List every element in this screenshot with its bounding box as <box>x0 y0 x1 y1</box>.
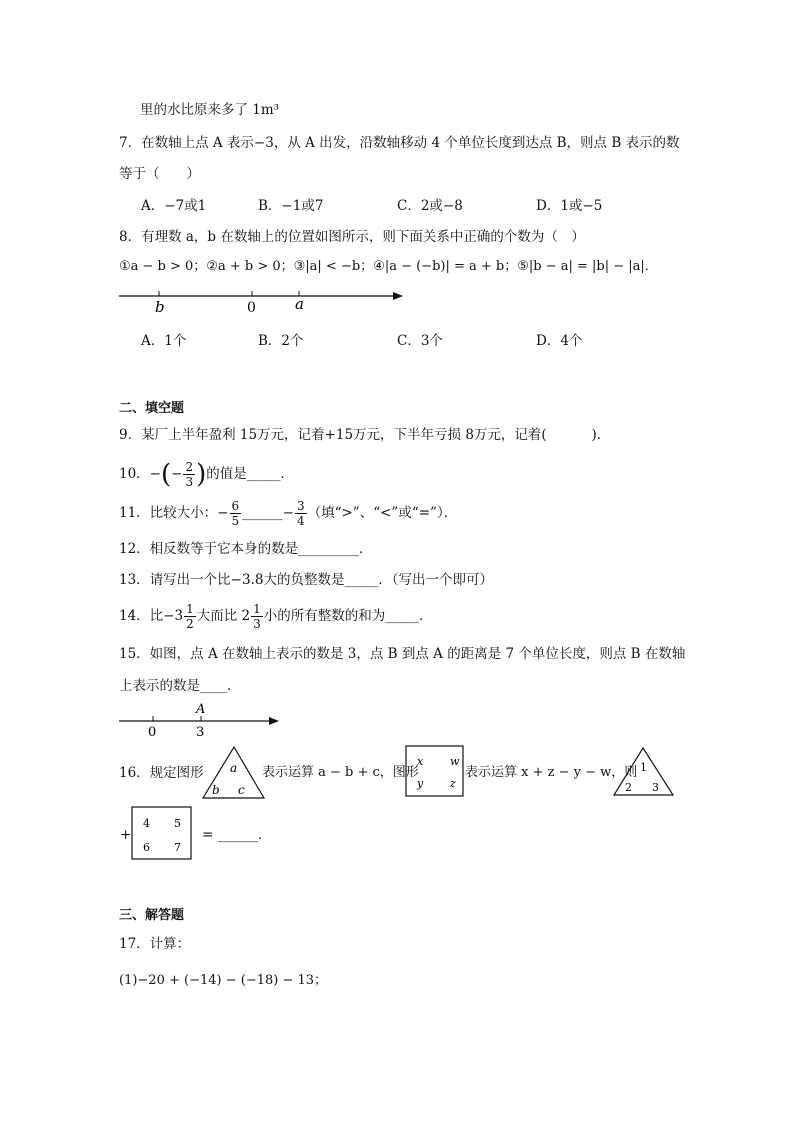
q15-number-line <box>115 700 290 740</box>
q8-axis-label-a: a <box>295 295 304 313</box>
q16-sq-label-z: z <box>450 777 456 790</box>
q10-suffix: 的值是_____． <box>206 466 295 482</box>
q16-sq2-label-4: 4 <box>143 817 150 830</box>
q17-part1: (1)−20 + (−14) − (−18) − 13； <box>119 973 328 988</box>
q8-option-c: C．3个 <box>397 333 443 349</box>
q7-option-a: A．−7或1 <box>141 198 207 214</box>
q14-den1: 2 <box>186 617 194 631</box>
q11-fraction-1 <box>230 499 242 528</box>
q10-text <box>119 458 294 491</box>
q16-triangle-template <box>200 745 268 801</box>
q16-sq-label-x: x <box>417 755 424 768</box>
section2-title: 二、填空题 <box>119 401 185 416</box>
q16-tri-label-a: a <box>230 761 238 775</box>
q8-option-b: B．2个 <box>258 333 304 349</box>
q14-num2: 1 <box>253 602 261 616</box>
q10-numerator: 2 <box>185 460 194 474</box>
q17-stem: 17．计算： <box>119 936 191 952</box>
q16-tri-label-c: c <box>238 783 245 797</box>
q13-text: 13．请写出一个比−3.8大的负整数是_____．（写出一个即可） <box>119 572 493 588</box>
q16-sq2-label-6: 6 <box>143 841 150 854</box>
q15-axis-label-zero: 0 <box>148 725 157 740</box>
continuation-text: 里的水比原来多了 1m³ <box>140 102 280 118</box>
q16-triangle-values <box>612 746 676 798</box>
q16-tri-label-b: b <box>212 783 220 797</box>
q11-num1: 6 <box>231 499 240 513</box>
q10-denominator: 3 <box>185 475 194 489</box>
section3-title: 三、解答题 <box>119 908 185 923</box>
q16-sq-label-w: w <box>450 755 460 768</box>
q11-fraction-2 <box>295 499 307 528</box>
q15-axis-label-three: 3 <box>196 725 205 740</box>
q16-mid2: 表示运算 x + z − y − w，则 <box>465 765 638 780</box>
q14-suffix: 小的所有整数的和为_____． <box>263 608 433 624</box>
q14-prefix: 14．比−3 <box>119 608 184 624</box>
q16-mid1: 表示运算 a − b + c，图形 <box>262 765 419 780</box>
q11-prefix: 11．比较大小：− <box>119 505 229 521</box>
q16-sq2-label-7: 7 <box>174 841 181 854</box>
q16-square-template <box>405 745 465 798</box>
q14-fraction-1 <box>184 602 196 631</box>
q16-plus: + <box>120 827 132 843</box>
q14-den2: 3 <box>253 617 261 631</box>
q7-option-b: B．−1或7 <box>258 198 324 214</box>
q10-close-paren: ) <box>196 459 207 490</box>
q16-prefix: 16．规定图形 <box>119 765 204 781</box>
q11-den2: 4 <box>296 514 305 528</box>
q10-fraction <box>183 460 195 489</box>
q10-prefix: 10．− <box>119 466 161 482</box>
q14-num1: 1 <box>186 602 194 616</box>
q11-mid: ______− <box>242 505 294 521</box>
q11-den1: 5 <box>231 514 240 528</box>
q16-suffix: = ______． <box>202 827 272 843</box>
q10-open-paren: ( <box>161 459 172 490</box>
q9-text: 9．某厂上半年盈利 15万元，记着+15万元，下半年亏损 8万元，记着( )． <box>119 427 611 443</box>
q16-tri2-label-1: 1 <box>640 761 647 774</box>
q14-text <box>119 600 433 632</box>
q14-mid: 大而比 2 <box>196 608 251 624</box>
q15-axis-label-A: A <box>196 702 206 717</box>
q7-option-d: D．1或−5 <box>536 198 603 214</box>
q8-stem: 8．有理数 a，b 在数轴上的位置如图所示，则下面关系中正确的个数为（ ） <box>119 229 585 245</box>
q7-stem-line1: 7．在数轴上点 A 表示−3，从 A 出发，沿数轴移动 4 个单位长度到达点 B，则点 B 表示的数 <box>119 135 680 151</box>
q11-suffix: （填“>”、“<”或“=”）． <box>307 505 458 521</box>
q12-text: 12．相反数等于它本身的数是_________． <box>119 541 373 557</box>
q8-axis-label-zero: 0 <box>247 300 256 316</box>
q7-option-c: C．2或−8 <box>397 198 463 214</box>
q16-square-values <box>131 806 193 861</box>
q10-minus: − <box>171 466 183 482</box>
q7-stem-line2: 等于（ ） <box>119 166 200 182</box>
q16-tri2-label-2: 2 <box>625 781 632 794</box>
q8-axis-label-b: b <box>155 298 165 316</box>
q16-sq-label-y: y <box>417 777 424 790</box>
q16-tri2-label-3: 3 <box>652 781 659 794</box>
q14-fraction-2 <box>251 602 263 631</box>
q11-text <box>119 497 457 529</box>
q8-option-a: A．1个 <box>141 333 187 349</box>
q16-sq2-label-5: 5 <box>174 817 181 830</box>
q15-line2: 上表示的数是____． <box>119 678 241 694</box>
q8-option-d: D．4个 <box>536 333 583 349</box>
q11-num2: 3 <box>296 499 305 513</box>
q15-line1: 15．如图，点 A 在数轴上表示的数是 3，点 B 到点 A 的距离是 7 个单位长度，则点 B 在数轴 <box>119 646 686 662</box>
q8-number-line <box>115 285 410 317</box>
q8-relations: ①a − b > 0；②a + b > 0；③|a| < −b；④|a − (−b)| = a + b；⑤|b − a| = |b| − |a|． <box>119 259 658 274</box>
